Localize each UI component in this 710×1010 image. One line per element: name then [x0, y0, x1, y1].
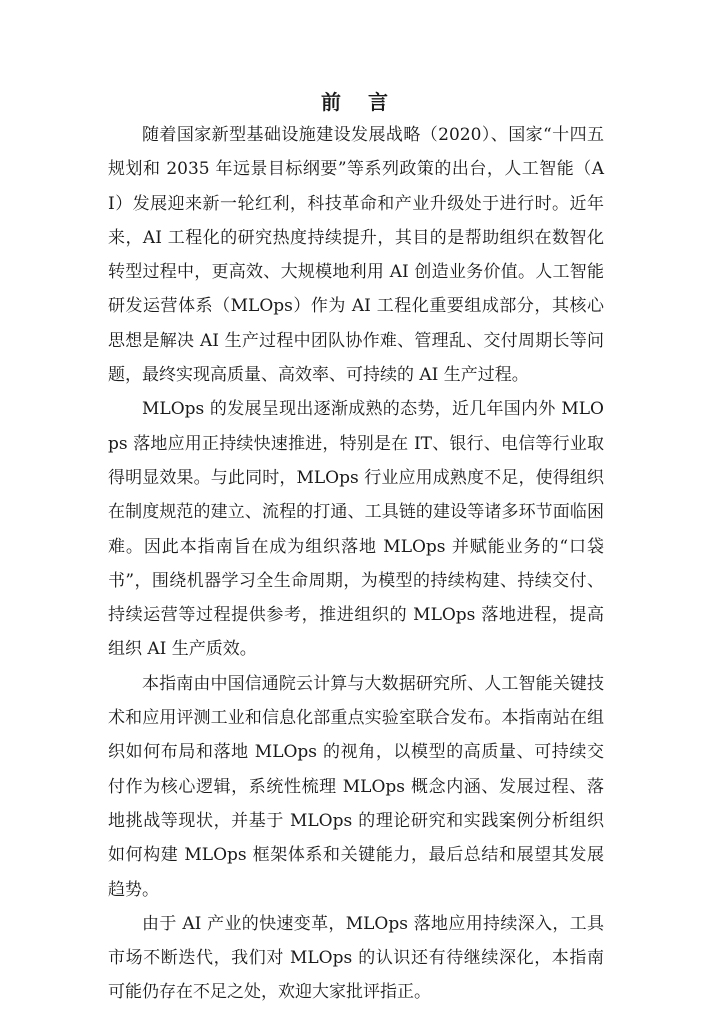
preface-body — [108, 118, 604, 1010]
paragraph-1: 随着国家新型基础设施建设发展战略（2020）、国家“十四五规划和 2035 年远景目标纲要”等系列政策的出台，人工智能（AI）发展迎来新一轮红利，科技革命和产业升级处于进行时。近年来，AI 工程化的研究热度持续提升，其目的是帮助组织在数智化转型过程中，更高效、大规模地利用 AI 创造业务价值。人工智能研发运营体系（MLOps）作为 AI 工程化重要组成部分，其核心思想是解决 AI 生产过程中团队协作难、管理乱、交付周期长等问题，最终实现高质量、高效率、可持续的 AI 生产过程。 — [108, 125, 604, 386]
paragraph-2: MLOps 的发展呈现出逐渐成熟的态势，近几年国内外 MLOps 落地应用正持续快速推进，特别是在 IT、银行、电信等行业取得明显效果。与此同时，MLOps 行业应用成熟度不足，使得组织在制度规范的建立、流程的打通、工具链的建设等诸多环节面临困难。因此本指南旨在成为组织落地 MLOps 并赋能业务的“口袋书”，围绕机器学习全生命周期，为模型的持续构建、持续交付、持续运营等过程提供参考，推进组织的 MLOps 落地进程，提高组织 AI 生产质效。 — [108, 399, 604, 660]
page-title: 前 言 — [321, 90, 389, 114]
paragraph-3: 本指南由中国信通院云计算与大数据研究所、人工智能关键技术和应用评测工业和信息化部重点实验室联合发布。本指南站在组织如何布局和落地 MLOps 的视角，以模型的高质量、可持续交付作为核心逻辑，系统性梳理 MLOps 概念内涵、发展过程、落地挑战等现状，并基于 MLOps 的理论研究和实践案例分析组织如何构建 MLOps 框架体系和关键能力，最后总结和展望其发展趋势。 — [108, 673, 604, 900]
paragraph-4: 由于 AI 产业的快速变革，MLOps 落地应用持续深入，工具市场不断迭代，我们对 MLOps 的认识还有待继续深化，本指南可能仍存在不足之处，欢迎大家批评指正。 — [108, 913, 604, 1003]
